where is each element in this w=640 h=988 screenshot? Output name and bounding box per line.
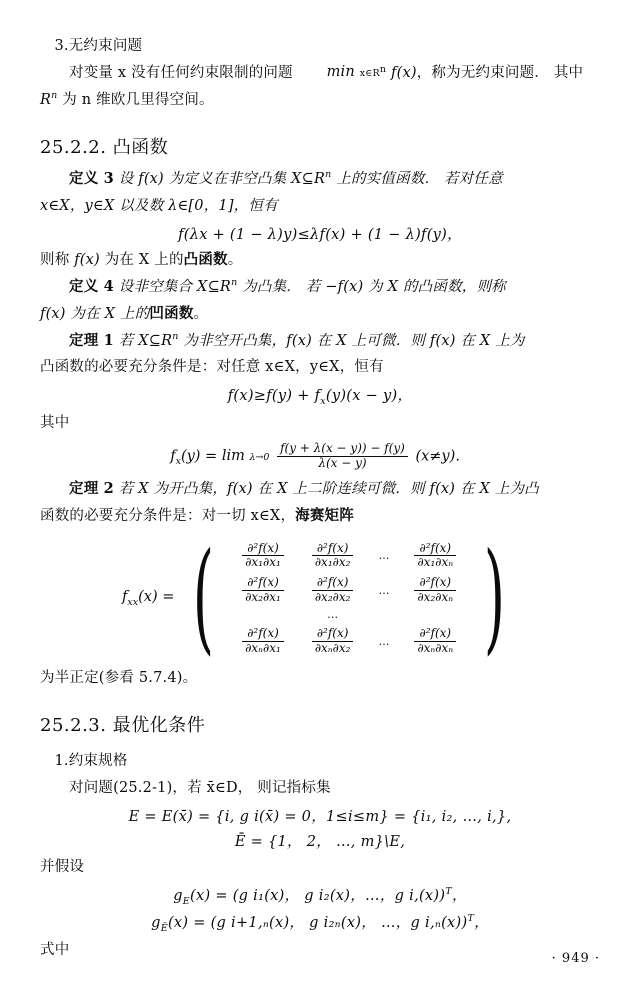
theorem-1-formula <box>40 384 600 407</box>
matrix-cell: $\frac{\text{∂²f(x)}}{\text{∂x₁∂x₁}}$ <box>228 539 298 574</box>
thm1-formula-sub: x <box>320 396 326 408</box>
limit-operator <box>222 449 270 464</box>
thm1-lim-lhs-sub: x <box>175 456 181 468</box>
matrix-cell: … <box>327 607 339 621</box>
def3-tail-b: 为在 X 上的 <box>104 251 184 268</box>
section-title-optimality: 最优化条件 <box>112 715 206 737</box>
matrix-cell: $\frac{\text{∂²f(x)}}{\text{∂x₂∂x₁}}$ <box>228 573 298 608</box>
limit-fraction <box>277 442 408 471</box>
definition-3-text-a: 设 f(x) 为定义在非空凸集 X⊆R <box>118 170 326 187</box>
theorem-1-label: 定理 1 <box>69 331 114 349</box>
definition-3: 定义 3 设 f(x) 为定义在非空凸集 $X⊆R^n$ 上的实值函数． 若对任意 <box>69 168 503 187</box>
definition-4: 定义 4 设非空集合 $X⊆R^n$ 为凸集． 若 −f(x) 为 X 的凸函数，则称 <box>69 276 506 295</box>
definition-4-text-c: f(x) 为在 X 上的 <box>40 305 150 322</box>
definition-3-formula: f(λx + (1 − λ)y)≤λf(x) + (1 − λ)f(y)， <box>178 226 462 243</box>
theorem-2-text-b: 函数的必要充分条件是：对一切 x∈X， <box>40 507 296 524</box>
limit-label: lim <box>221 447 245 464</box>
rn-symbol: R <box>40 91 52 108</box>
theorem-2 <box>40 477 600 502</box>
paragraph-unconstrained-cont: $R^n$ 为 n 维欧几里得空间。 <box>40 90 214 108</box>
matrix-cell: $\frac{\text{∂²f(x)}}{\text{∂x₁∂xₙ}}$ <box>400 539 470 574</box>
definition-4-cont <box>40 302 600 327</box>
matrix-cell: $\frac{\text{∂²f(x)}}{\text{∂x₂∂xₙ}}$ <box>400 573 470 608</box>
paragraph-unconstrained <box>40 61 600 86</box>
theorem-1: 定理 1 若 $X⊆R^n$ 为非空开凸集，f(x) 在 X 上可微．则 f(x) 在 X 上为 <box>69 330 525 349</box>
definition-4-bold: 凹函数 <box>149 304 194 322</box>
subsection-constraint-qualification: 1.约束规格 <box>54 753 128 770</box>
definition-3-text-c: x∈X，y∈X 以及数 λ∈[0，1]，恒有 <box>40 197 278 214</box>
theorem-1-limit-formula <box>40 442 600 471</box>
limit-subscript: λ→0 <box>249 451 270 463</box>
formula-gEbar: $g_Ē(x) = (g$ i+1,ₙ(x)， g i₂ₙ(x)， …，g i,ₙ(x))$^T$， <box>151 913 489 934</box>
thm1-formula-b: (y)(x − y)， <box>325 388 413 405</box>
definition-3-tail <box>40 248 600 273</box>
hessian-matrix <box>40 528 600 668</box>
formula-index-set-E: E = E(x̄) = {i, g i(x̄) = 0，1≤i≤m} = {i₁, i₂, …, i,}, <box>128 809 512 826</box>
matrix-cell: $\frac{\text{∂²f(x)}}{\text{∂xₙ∂x₁}}$ <box>228 624 298 659</box>
section-title-convex: 凸函数 <box>112 136 169 158</box>
text-unconstrained-a: 对变量 x 没有任何约束限制的问题 <box>69 64 293 81</box>
definition-4-text-a: 设非空集合 X⊆R <box>118 278 232 295</box>
matrix-cell <box>400 608 470 624</box>
thm1-formula-a: f(x)≥f(y) + f <box>227 388 321 405</box>
text-unconstrained-c: 为 n 维欧几里得空间。 <box>62 91 214 108</box>
subsection-unconstrained-heading: 3.无约束问题 <box>54 38 143 54</box>
page-content <box>40 22 600 965</box>
limit-fraction-denominator: λ(x − y) <box>277 456 408 471</box>
section-number-optimality: 25.2.3. <box>40 715 107 737</box>
theorem-1-where: 其中 <box>40 415 70 432</box>
matrix-cell <box>367 608 400 624</box>
section-number-convex: 25.2.2. <box>40 136 107 158</box>
theorem-1-text-a: 若 X⊆R <box>118 332 173 349</box>
text-unconstrained-b: ，称为无约束问题． 其中 <box>416 64 584 81</box>
theorem-2-bold: 海赛矩阵 <box>295 506 354 524</box>
matrix-cell: $\frac{\text{∂²f(x)}}{\text{∂xₙ∂xₙ}}$ <box>400 624 470 659</box>
matrix-row <box>228 624 470 659</box>
def3-tail-c: 。 <box>227 251 243 268</box>
definition-4-text-d: 。 <box>193 305 209 322</box>
matrix-cell: … <box>378 584 390 598</box>
definition-3-label: 定义 3 <box>69 169 114 187</box>
formula-gE: $g_E(x) = (g$ i₁(x)， g i₂(x)，…，g i,(x))$^T$， <box>173 886 467 908</box>
matrix-cell: $\frac{\text{∂²f(x)}}{\text{∂xₙ∂x₂}}$ <box>298 624 368 659</box>
theorem-1-text-c: 凸函数的必要充分条件是：对任意 x∈X，y∈X，恒有 <box>40 359 384 376</box>
matrix-cell: $\frac{\text{∂²f(x)}}{\text{∂x₂∂x₂}}$ <box>298 573 368 608</box>
matrix-cell: … <box>378 549 390 563</box>
thm1-lim-lhs: f <box>170 448 176 465</box>
theorem-2-text-a: 若 X 为开凸集，f(x) 在 X 上二阶连续可微．则 f(x) 在 X 上为凸 <box>118 480 539 497</box>
matrix-left-paren: ( <box>193 528 215 668</box>
matrix-tail: 为半正定(参看 5.7.4)。 <box>40 670 198 687</box>
matrix-cell <box>228 608 298 624</box>
matrix-row-ellipsis <box>228 608 470 624</box>
theorem-1-text-b: 为非空开凸集，f(x) 在 X 上可微．则 f(x) 在 X 上为 <box>183 332 525 349</box>
def3-tail-a: 则称 <box>40 251 70 268</box>
paragraph-index-set: 对问题(25.2-1)，若 x̄∈D， 则记指标集 <box>69 780 331 797</box>
def3-tail-fx: f(x) <box>74 251 100 268</box>
matrix-right-paren: ) <box>484 528 506 668</box>
matrix-row <box>228 573 470 608</box>
formula-index-set-Ebar: Ē = {1， 2， …, m}\E, <box>234 834 406 851</box>
hessian-matrix-label: $f_{xx}(x)$ = <box>122 589 175 608</box>
paragraph-tail: 式中 <box>40 941 70 958</box>
theorem-2-label: 定理 2 <box>69 479 114 497</box>
objective-function: f(x) <box>391 64 417 81</box>
section-heading-optimality <box>40 711 600 737</box>
page-number: · 949 · <box>551 951 600 966</box>
definition-3-text-b: 上的实值函数． 若对任意 <box>336 170 503 187</box>
matrix-row <box>228 539 470 574</box>
min-label: min <box>326 64 355 81</box>
theorem-1-cont <box>40 355 600 380</box>
min-subscript: x∈Rn <box>359 64 387 80</box>
def3-tail-bold: 凸函数 <box>183 250 228 268</box>
min-operator <box>298 65 387 80</box>
paragraph-assume: 并假设 <box>40 859 85 876</box>
definition-4-text-b: 为凸集． 若 −f(x) 为 X 的凸函数，则称 <box>242 278 506 295</box>
definition-4-label: 定义 4 <box>69 277 114 295</box>
thm1-lim-lhs-b: (y) = <box>180 448 218 465</box>
section-heading-convex <box>40 133 600 159</box>
definition-3-cont <box>40 194 600 219</box>
matrix-cell: … <box>378 634 390 648</box>
matrix-cell: $\frac{\text{∂²f(x)}}{\text{∂x₁∂x₂}}$ <box>298 539 368 574</box>
matrix-body <box>228 539 470 659</box>
theorem-2-cont <box>40 504 600 529</box>
limit-condition: (x≠y)． <box>415 448 470 465</box>
limit-fraction-numerator: f(y + λ(x − y)) − f(y) <box>280 441 405 456</box>
